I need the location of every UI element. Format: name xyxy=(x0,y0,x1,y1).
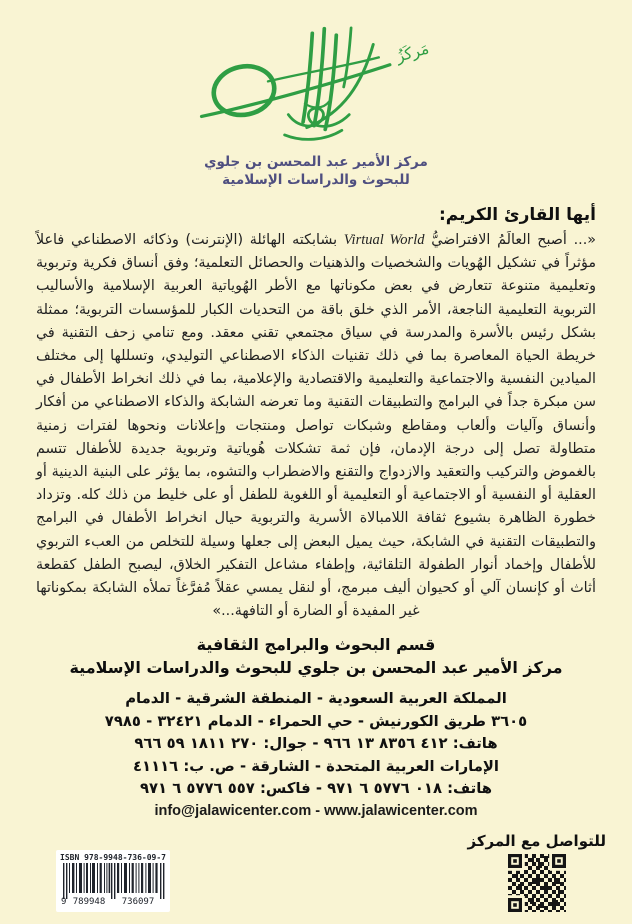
contact-phone-fax-line: هاتف: ٠١٨ ٥٧٧٦ ٦ ٩٧١ - فاكس: ٥٥٧ ٥٧٧٦ ٦ ٩٧١ xyxy=(139,780,493,798)
signature-center-name: مركز الأمير عبد المحسن بن جلوي للبحوث والدراسات الإسلامية xyxy=(69,658,563,678)
signature-block xyxy=(0,633,632,679)
logo-caption-line1: مركز الأمير عبد المحسن بن جلوي xyxy=(204,154,428,170)
contact-address-line: ٣٦٠٥ طريق الكورنيش - حي الحمراء - الدمام ٣٢٤٢١ - ٧٩٨٥ xyxy=(104,712,528,730)
qr-contact-block xyxy=(467,832,606,912)
barcode-digit-lead: 9 xyxy=(61,897,67,905)
contact-email-website: info@jalawicenter.com - www.jalawicenter.com xyxy=(154,803,478,820)
barcode-digits-right: 736097 xyxy=(121,897,155,905)
isbn-number-label: ISBN 978-9948-736-09-7 xyxy=(60,853,166,862)
qr-contact-label: للتواصل مع المركز xyxy=(467,832,606,850)
tughra-calligraphy-logo xyxy=(190,26,442,146)
isbn-barcode xyxy=(56,850,170,912)
contact-phone-mobile-line: هاتف: ٤١٢ ٨٣٥٦ ١٣ ٩٦٦ - جوال: ٢٧٠ ١٨١١ ٥٩ ٩٦٦ xyxy=(134,735,498,753)
contact-block xyxy=(0,688,632,800)
center-logo-block xyxy=(0,0,632,189)
barcode-digits-left: 789948 xyxy=(72,897,106,905)
signature-department: قسم البحوث والبرامج الثقافية xyxy=(196,635,436,655)
contact-uae-line: الإمارات العربية المتحدة - الشارقة - ص. ب: ٤١١١٦ xyxy=(133,757,499,775)
logo-caption xyxy=(0,154,632,189)
bottom-row xyxy=(0,832,632,912)
contact-country-line: المملكة العربية السعودية - المنطقة الشرقية - الدمام xyxy=(125,690,507,708)
qr-code xyxy=(508,854,566,912)
paragraph-opening: «... أصبح العالَمُ الافتراضيُّ xyxy=(424,232,596,248)
logo-caption-line2: للبحوث والدراسات الإسلامية xyxy=(222,171,410,188)
ean13-barcode-bars xyxy=(61,863,165,905)
paragraph-rest: بشابكته الهائلة (الإنترنت) وذكائه الاصطناعي فاعلاً مؤثراً في تشكيل الهُويات والشخصيات والذهنيات والحصائل التعلمية؛ وفق أنساق فكرية وتربوية وتعليمية متنوعة تتعارض في بعض مكوناتها مع الأطر الهُوياتية العربية الإسلامية والأساليب التربوية التعليمية الناجعة، الأمر الذي خلق باقة من التحديات الكبار للمؤسسات التربوية؛ ممثلة بشكل رئيس بالأسرة والمدرسة في سياق مجتمعي تقني معقد. ومع تنامي زحف التقنية في خريطة الحياة المعاصرة بما في ذلك تقنيات الذكاء الاصطناعي التوليدي، وتسللها إلى مختلف الميادين النفسية والاجتماعية والتعليمية والاقتصادية والإعلامية، بما في ذلك انخراط الأطفال في سن مبكرة جداً في البرامج والتطبيقات التقنية وما تعرضه الشابكة والذكاء الاصطناعي من أفكار وأنساق وآليات وألعاب ومقاطع وشبكات تواصل ومنتجات وإعلانات ونحوها لفترات زمنية متطاولة تصل إلى درجة الإدمان، فإن ثمة تشكلات هُوياتية وتربوية جديدة للأطفال تتسم بالغموض والتركيب والتعقيد والازدواج والتقنع والاضطراب والتشوه، بما يؤثر على البنية الدينية أو العقلية أو النفسية أو الاجتماعية أو التعليمية أو اللغوية للطفل أو على خليط من ذلك كله. وتزداد خطورة الظاهرة بشيوع ثقافة اللامبالاة الأسرية والتربوية حيال انخراط الأطفال في البرامج والتطبيقات التقنية في الشابكة، حيث يميل البعض إلى جعلها وسيلة للتخلص من العبء التربوي للأطفال وإخماد أنوار الطفولة التلقائية، وإطفاء مشاعل التفكير الخلاق، ليصبح الطفل كقطعة أثاث أو كإنسان آلي أو كحيوان أليف مبرمج، أو لنقل يمسي عقلاً مُفرَّغاً تملأه الشابكة بمكوناتها غير المفيدة أو الضارة أو التافهة...» xyxy=(36,232,596,620)
logo-mark-word: مَركَزُ xyxy=(393,38,431,66)
back-cover-paragraph xyxy=(36,229,596,623)
reader-greeting-heading: أيها القارئ الكريم: xyxy=(438,205,596,225)
paragraph-latin-term: Virtual World xyxy=(343,232,425,248)
